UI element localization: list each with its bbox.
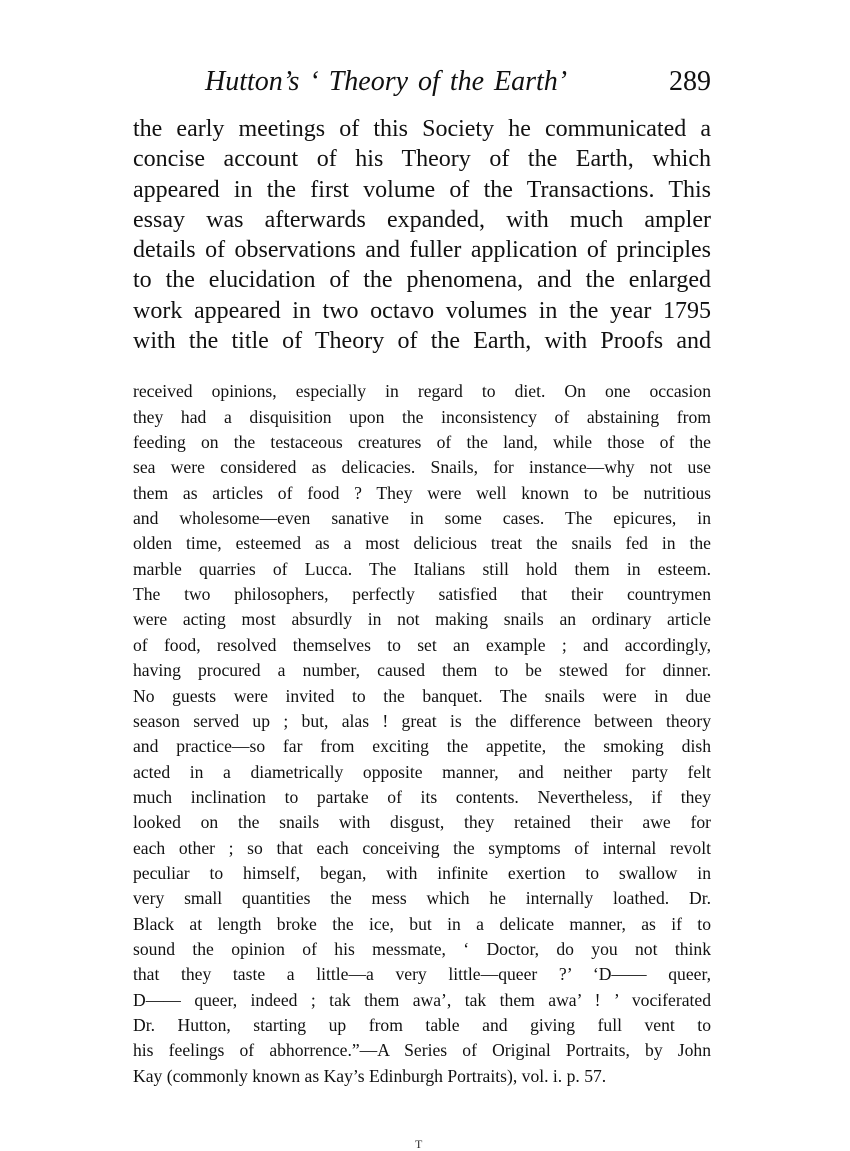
footnote-line: received opinions, especially in regard to diet. On one occasion	[133, 381, 711, 402]
footnote-line: D—— queer, indeed ; tak them awa’, tak them awa’ ! ’ vociferated	[133, 989, 711, 1010]
footnote-line: of food, resolved themselves to set an example ; and accordingly,	[133, 634, 711, 655]
footnote-line: looked on the snails with disgust, they retained their awe for	[133, 812, 711, 833]
body-line: to the elucidation of the phenomena, and the enlarged	[133, 267, 711, 294]
footnote	[133, 379, 711, 1089]
footnote-line: that they taste a little—a very little—queer ?’ ‘D—— queer,	[133, 964, 711, 985]
body-line: appeared in the first volume of the Transactions. This	[133, 176, 711, 203]
footnote-line: they had a disquisition upon the inconsistency of abstaining from	[133, 406, 711, 427]
footnote-line: and practice—so far from exciting the appetite, the smoking dish	[133, 736, 711, 757]
book-page	[133, 62, 711, 1089]
running-head	[133, 62, 711, 102]
footnote-line: The two philosophers, perfectly satisfied that their countrymen	[133, 584, 711, 605]
footnote-line: very small quantities the mess which he internally loathed. Dr.	[133, 888, 711, 909]
footnote-line: Kay (commonly known as Kay’s Edinburgh Portraits), vol. i. p. 57.	[133, 1065, 607, 1086]
body-line: essay was afterwards expanded, with much ampler	[133, 206, 711, 233]
footnote-line: Dr. Hutton, starting up from table and giving full vent to	[133, 1014, 711, 1035]
footnote-line: them as articles of food ? They were well known to be nutritious	[133, 482, 711, 503]
running-head-title: Hutton’s ‘ Theory of the Earth’	[205, 66, 568, 97]
body-line: concise account of his Theory of the Earth, which	[133, 146, 711, 173]
page-number: 289	[669, 66, 711, 97]
footnote-line: and wholesome—even sanative in some cases. The epicures, in	[133, 508, 711, 529]
footnote-line: marble quarries of Lucca. The Italians still hold them in esteem.	[133, 558, 711, 579]
footnote-line: much inclination to partake of its contents. Nevertheless, if they	[133, 786, 711, 807]
footnote-line: season served up ; but, alas ! great is the difference between theory	[133, 710, 711, 731]
body-line: details of observations and fuller application of principles	[133, 237, 711, 264]
footnote-line: were acting most absurdly in not making snails an ordinary article	[133, 609, 711, 630]
footnote-line: acted in a diametrically opposite manner, and neither party felt	[133, 761, 711, 782]
footnote-line: sea were considered as delicacies. Snails, for instance—why not use	[133, 457, 711, 478]
footnote-line: sound the opinion of his messmate, ‘ Doctor, do you not think	[133, 938, 711, 959]
footnote-line: having procured a number, caused them to be stewed for dinner.	[133, 660, 711, 681]
body-line: with the title of Theory of the Earth, with Proofs and	[133, 328, 711, 355]
body-line: the early meetings of this Society he communicated a	[133, 116, 711, 142]
footnote-line: peculiar to himself, began, with infinite exertion to swallow in	[133, 862, 711, 883]
footnote-line: his feelings of abhorrence.”—A Series of Original Portraits, by John	[133, 1040, 711, 1061]
body-paragraph	[133, 114, 711, 356]
footnote-line: each other ; so that each conceiving the symptoms of internal revolt	[133, 837, 711, 858]
footnote-line: Black at length broke the ice, but in a delicate manner, as if to	[133, 913, 711, 934]
footnote-line: olden time, esteemed as a most delicious treat the snails fed in the	[133, 533, 711, 554]
body-line: work appeared in two octavo volumes in the year 1795	[133, 297, 711, 324]
signature-mark: T	[415, 1137, 423, 1151]
footnote-line: No guests were invited to the banquet. The snails were in due	[133, 685, 711, 706]
footnote-line: feeding on the testaceous creatures of the land, while those of the	[133, 432, 711, 453]
